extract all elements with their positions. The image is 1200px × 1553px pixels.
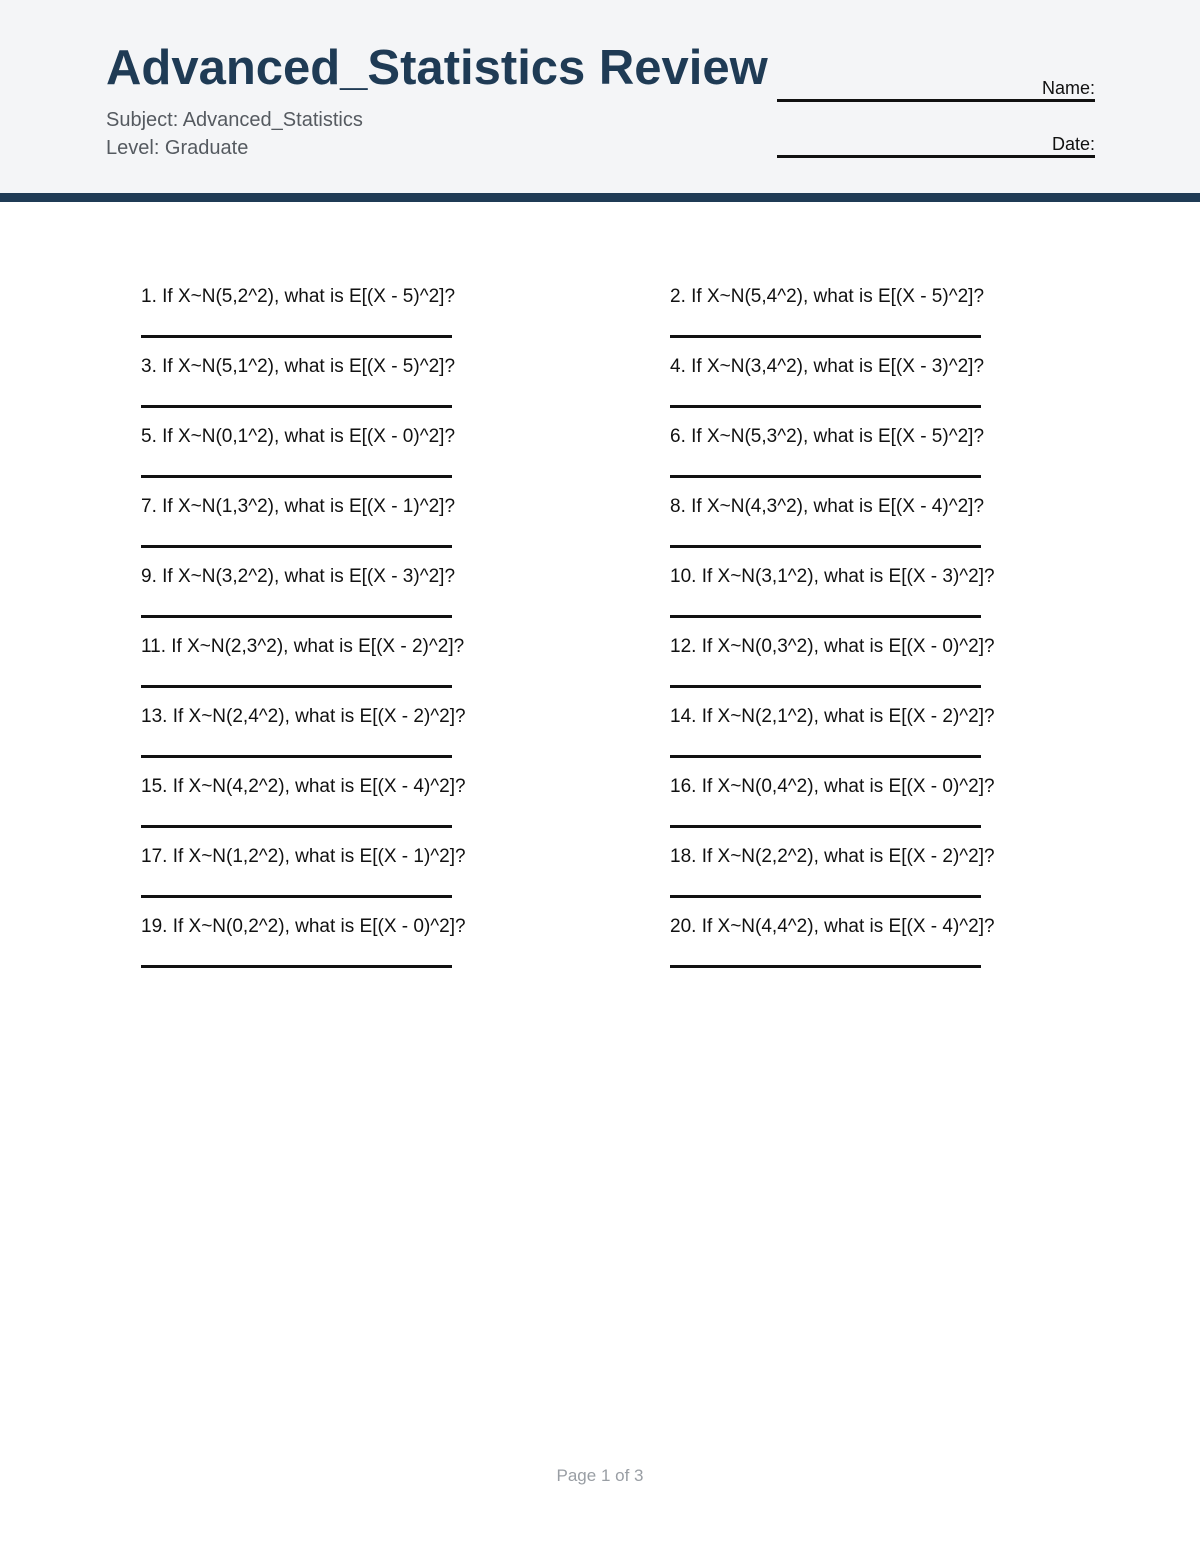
question-text: 17. If X~N(1,2^2), what is E[(X - 1)^2]?: [141, 846, 466, 867]
answer-line[interactable]: [141, 405, 452, 408]
question-text: 8. If X~N(4,3^2), what is E[(X - 4)^2]?: [670, 496, 985, 517]
question-text: 5. If X~N(0,1^2), what is E[(X - 0)^2]?: [141, 426, 456, 447]
question-text: 10. If X~N(3,1^2), what is E[(X - 3)^2]?: [670, 566, 995, 587]
header-band: [0, 0, 1200, 193]
question-text: 15. If X~N(4,2^2), what is E[(X - 4)^2]?: [141, 776, 466, 797]
question-text: 16. If X~N(0,4^2), what is E[(X - 0)^2]?: [670, 776, 995, 797]
header-divider: [0, 193, 1200, 202]
page-title: Advanced_Statistics Review: [106, 41, 768, 95]
answer-line[interactable]: [141, 685, 452, 688]
question-text: 6. If X~N(5,3^2), what is E[(X - 5)^2]?: [670, 426, 985, 447]
answer-line[interactable]: [670, 755, 981, 758]
answer-line[interactable]: [670, 335, 981, 338]
question-text: 7. If X~N(1,3^2), what is E[(X - 1)^2]?: [141, 496, 456, 517]
subject-label: Subject: Advanced_Statistics: [106, 109, 363, 131]
question-text: 18. If X~N(2,2^2), what is E[(X - 2)^2]?: [670, 846, 995, 867]
answer-line[interactable]: [141, 965, 452, 968]
date-label: Date:: [1051, 134, 1095, 154]
answer-line[interactable]: [670, 405, 981, 408]
question-text: 19. If X~N(0,2^2), what is E[(X - 0)^2]?: [141, 916, 466, 937]
answer-line[interactable]: [670, 545, 981, 548]
answer-line[interactable]: [141, 615, 452, 618]
question-text: 11. If X~N(2,3^2), what is E[(X - 2)^2]?: [141, 636, 465, 657]
answer-line[interactable]: [141, 825, 452, 828]
answer-line[interactable]: [141, 335, 452, 338]
name-field[interactable]: [777, 75, 1095, 102]
answer-line[interactable]: [141, 895, 452, 898]
answer-line[interactable]: [670, 475, 981, 478]
question-text: 14. If X~N(2,1^2), what is E[(X - 2)^2]?: [670, 706, 995, 727]
date-field[interactable]: [777, 131, 1095, 158]
question-text: 12. If X~N(0,3^2), what is E[(X - 0)^2]?: [670, 636, 995, 657]
level-label: Level: Graduate: [106, 137, 249, 159]
answer-line[interactable]: [670, 965, 981, 968]
answer-line[interactable]: [670, 825, 981, 828]
question-text: 13. If X~N(2,4^2), what is E[(X - 2)^2]?: [141, 706, 466, 727]
question-text: 2. If X~N(5,4^2), what is E[(X - 5)^2]?: [670, 286, 985, 307]
answer-line[interactable]: [670, 895, 981, 898]
answer-line[interactable]: [670, 615, 981, 618]
page-number: Page 1 of 3: [556, 1466, 644, 1485]
question-text: 20. If X~N(4,4^2), what is E[(X - 4)^2]?: [670, 916, 995, 937]
answer-line[interactable]: [670, 685, 981, 688]
question-text: 4. If X~N(3,4^2), what is E[(X - 3)^2]?: [670, 356, 985, 377]
answer-line[interactable]: [141, 545, 452, 548]
answer-line[interactable]: [141, 755, 452, 758]
question-text: 1. If X~N(5,2^2), what is E[(X - 5)^2]?: [141, 286, 456, 307]
question-text: 9. If X~N(3,2^2), what is E[(X - 3)^2]?: [141, 566, 456, 587]
question-text: 3. If X~N(5,1^2), what is E[(X - 5)^2]?: [141, 356, 456, 377]
name-label: Name:: [1041, 78, 1095, 98]
answer-line[interactable]: [141, 475, 452, 478]
